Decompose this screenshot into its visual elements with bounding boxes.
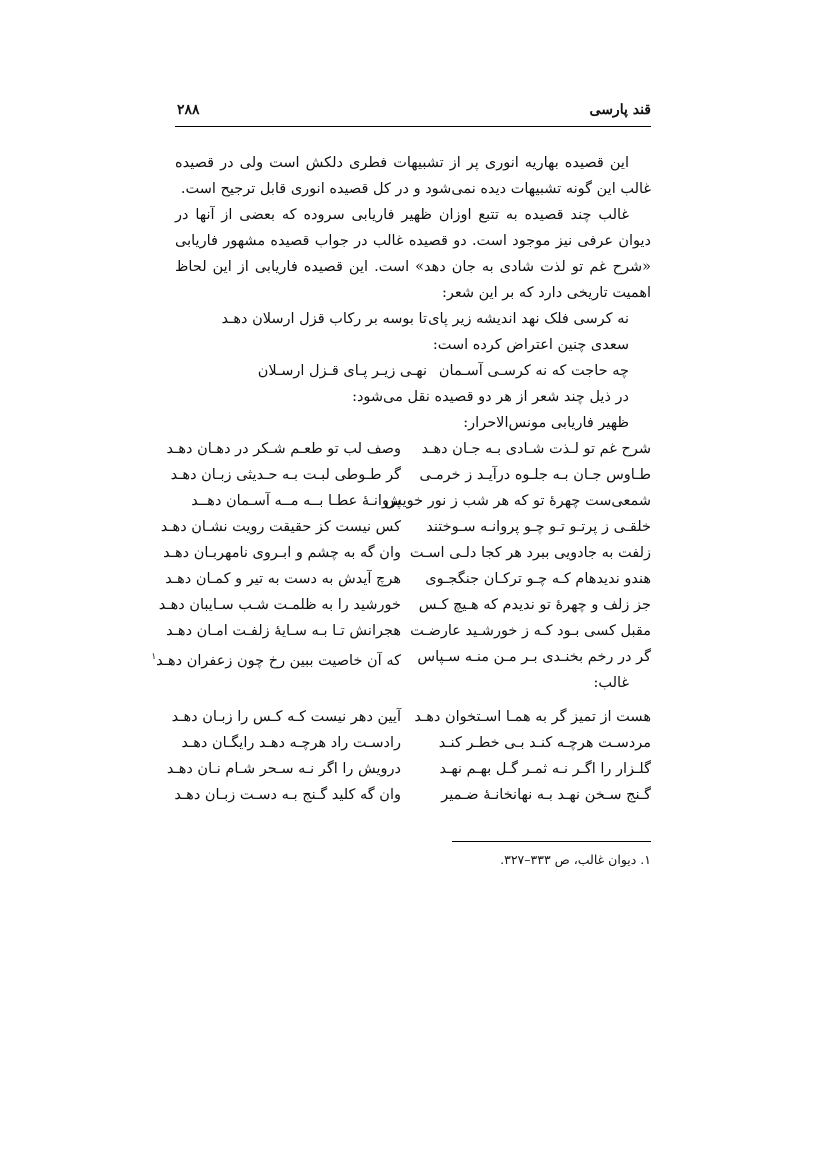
hemistich: کس نیست کز حقیقت رویت نشـان دهـد [160,519,401,535]
hemistich: هست از تمیز گر به همـا اسـتخوان دهـد [414,709,651,725]
hemistich: مقبل کسی بـود کـه ز خورشـید عارضـت [410,623,651,639]
hemistich: پروانـهٔ عطـا بــه مــه آسـمان دهــد [191,493,401,509]
ghalib-poem [166,704,651,808]
zahir-label: ظهیر فاریابی مونس‌الاحرار: [463,415,629,431]
hemistich: نهـی زیـر پـای قـزل ارسـلان [257,363,427,379]
saadi-intro: سعدی چنین اعتراض کرده است: [432,337,629,353]
poem-couplet [151,644,651,670]
hemistich: زلفت به جادویی ببرد هر کجا دلـی اسـت [409,545,651,561]
hemistich: هرچ آیدش به دست به تیر و کمـان دهـد [165,571,401,587]
poem-couplet [158,592,651,618]
paragraph-1: این قصیده بهاریه انوری پر از تشبیهات فطری دلکش است ولی در قصیده غالب این گونه تشبیهات دیده نمی‌شود و در کل قصیده انوری قابل ترجیح است. [175,155,651,197]
hemistich: وان گه کلید گـنج بـه دسـت زبـان دهـد [174,787,401,803]
poem-couplet [175,730,651,756]
poem-couplet [160,514,651,540]
hemistich: جز زلف و چهرهٔ تو ندیدم که هـیچ کـس [418,597,651,613]
verse-couplet-1 [175,306,651,332]
hemistich: تا بوسه بر رکاب قزل ارسلان دهـد [221,311,427,327]
list-intro: در ذیل چند شعر از هر دو قصیده نقل می‌شود: [352,389,629,405]
verse-couplet-2 [175,358,651,384]
hemistich: وصف لب تو طعـم شـکر در دهـان دهـد [166,441,401,457]
poem-couplet [171,704,651,730]
poem-couplet [166,618,651,644]
running-title: قند پارسی [589,102,651,118]
hemistich-text: که آن خاصیت ببین رخ چون زعفران دهـد [156,652,401,669]
hemistich: خورشید را به ظلمـت شـب سـایبان دهـد [158,597,401,613]
footnote-divider [452,841,651,842]
poem-couplet [163,540,651,566]
footnote: ۱. دیوان غالب، ص ۳۳۳–۳۲۷. [500,852,651,867]
poem-couplet [175,782,651,808]
hemistich: گر در رخم بخنـدی بـر مـن منـه سـپاس [417,649,651,665]
poem-couplet [166,756,651,782]
hemistich [151,644,401,670]
hemistich: گر طـوطی لبـت بـه حـدیثی زبـان دهـد [170,467,401,483]
poem-couplet [170,462,651,488]
hemistich: شرح غم تو لـذت شـادی بـه جـان دهـد [421,441,651,457]
hemistich: وان گه به چشم و ابـروی نامهربـان دهـد [163,545,401,561]
hemistich: رادسـت راد هرچـه دهـد رایگـان دهـد [181,735,401,751]
hemistich: هجرانش تـا بـه سـایهٔ زلفـت امـان دهـد [166,623,401,639]
hemistich: شمعی‌ست چهرهٔ تو که هر شب ز نور خویش [384,493,651,509]
hemistich: درویش را اگر نـه سـحر شـام نـان دهـد [166,761,401,777]
page-number: ۲۸۸ [177,102,200,118]
poem-couplet [165,566,651,592]
hemistich: مردسـت هرچـه کنـد بـی خطـر کنـد [438,735,651,751]
hemistich: نه کرسی فلک نهد اندیشه زیر پای [428,311,629,327]
paragraph-2: غالب چند قصیده به تتبع اوزان ظهیر فاریابی سروده که بعضی از آنها در دیوان عرفی نیز موجود است. دو قصیده غالب در جواب قصیده مشهور فاریابی «شرح غم تو لذت شادی به جان دهد» است. این قصیده فاریابی از این لحاظ اهمیت تاریخی دارد که بر این شعر: [175,207,651,301]
body-text [151,150,651,808]
poem-couplet [175,488,651,514]
hemistich: خلقـی ز پرتـو تـو چـو پروانـه سـوختند [426,519,651,535]
hemistich: چه حاجت که نه کرسـی آسـمان [438,363,629,379]
zahir-poem [151,436,651,670]
footnote-marker: ۱ [151,652,157,662]
hemistich: گـنج سـخن نهـد بـه نهانخانـهٔ ضـمیر [441,787,651,803]
ghalib-label: غالب: [593,675,629,691]
hemistich: هندو ندیدهام کـه چـو ترکـان جنگجـوی [425,571,651,587]
poem-couplet [166,436,651,462]
hemistich: طـاوس جـان بـه جلـوه درآیـد ز خرمـی [419,467,651,483]
hemistich: آیین دهر نیست کـه کـس را زبـان دهـد [171,709,401,725]
hemistich: گلـزار را اگـر نـه ثمـر گـل بهـم نهـد [439,761,651,777]
page-header [175,100,651,127]
